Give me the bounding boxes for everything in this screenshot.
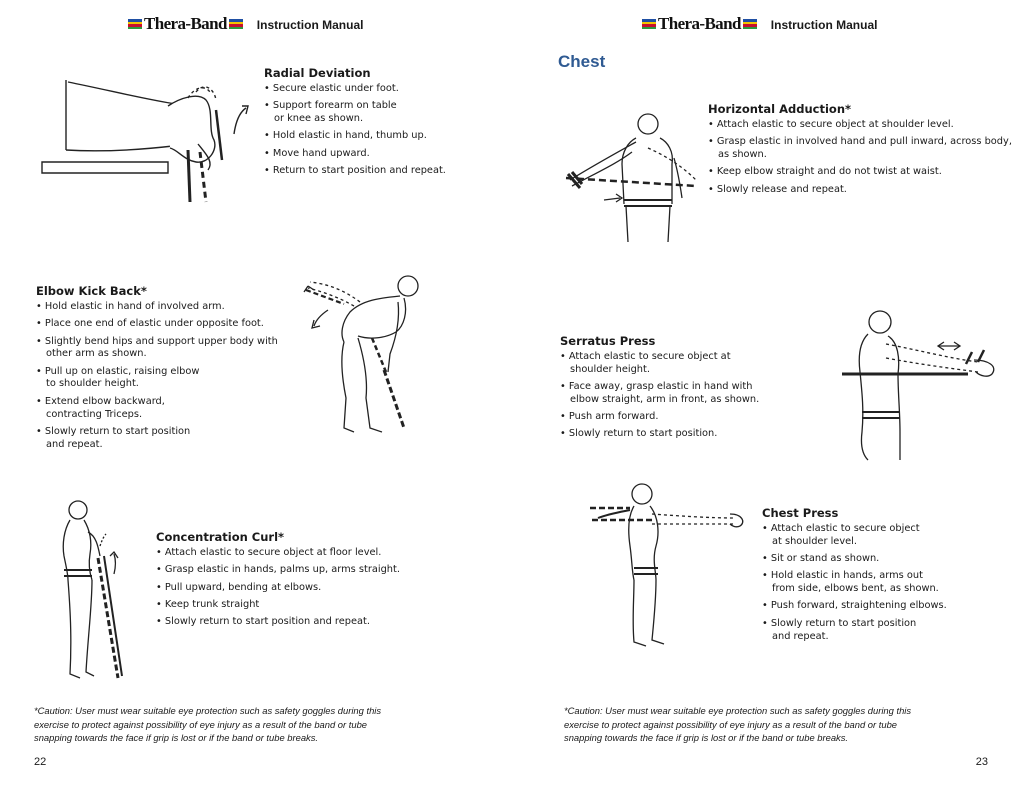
- exercise-title: Horizontal Adduction*: [708, 102, 852, 116]
- exercise-serratus-press: [560, 334, 759, 446]
- exercise-steps: [762, 523, 947, 643]
- exercise-chest-press: [762, 506, 947, 648]
- exercise-horizontal-adduction: [708, 102, 1012, 201]
- concentration-curl-illustration: [58, 496, 148, 686]
- step: • Return to start position and repeat.: [264, 165, 446, 178]
- step: • Extend elbow backward, contracting Triceps.: [36, 396, 278, 422]
- step: • Sit or stand as shown.: [762, 553, 947, 566]
- step: • Hold elastic in hand of involved arm.: [36, 301, 278, 314]
- step: • Face away, grasp elastic in hand with elbow straight, arm in front, as shown.: [560, 381, 759, 407]
- brand-name: Thera-Band: [144, 14, 227, 33]
- brand-logo: [128, 14, 245, 34]
- flag-icon: [229, 19, 243, 29]
- exercise-title: Radial Deviation: [264, 66, 371, 80]
- step: • Secure elastic under foot.: [264, 83, 446, 96]
- step: • Slowly return to start position and repeat.: [762, 618, 947, 644]
- step: • Hold elastic in hands, arms out from side, elbows bent, as shown.: [762, 570, 947, 596]
- exercise-elbow-kick-back: [36, 284, 278, 456]
- step: • Push arm forward.: [560, 411, 759, 424]
- step: • Attach elastic to secure object at shoulder level.: [708, 119, 1012, 132]
- step: • Attach elastic to secure object at shoulder level.: [762, 523, 947, 549]
- step: • Grasp elastic in involved hand and pull inward, across body, as shown.: [708, 136, 1012, 162]
- chest-press-illustration: [590, 480, 750, 650]
- exercise-title: Chest Press: [762, 506, 839, 520]
- header-title: Instruction Manual: [770, 18, 878, 32]
- step: • Keep trunk straight: [156, 599, 400, 612]
- step: • Slowly return to start position.: [560, 428, 759, 441]
- step: • Attach elastic to secure object at floor level.: [156, 547, 400, 560]
- exercise-title: Serratus Press: [560, 334, 656, 348]
- step: • Slowly return to start position and repeat.: [36, 426, 278, 452]
- page-header: [642, 14, 877, 34]
- right-page: [512, 0, 1024, 792]
- brand-name: Thera-Band: [658, 14, 741, 33]
- page-number: 22: [34, 756, 47, 768]
- brand-logo: [642, 14, 759, 34]
- step: • Hold elastic in hand, thumb up.: [264, 130, 446, 143]
- exercise-steps: [264, 83, 446, 178]
- flag-icon: [642, 19, 656, 29]
- step: • Grasp elastic in hands, palms up, arms straight.: [156, 564, 400, 577]
- step: • Support forearm on table or knee as shown.: [264, 100, 446, 126]
- flag-icon: [128, 19, 142, 29]
- exercise-steps: [708, 119, 1012, 196]
- page-header: [128, 14, 363, 34]
- step: • Attach elastic to secure object at shoulder height.: [560, 351, 759, 377]
- exercise-title: Elbow Kick Back*: [36, 284, 147, 298]
- serratus-press-illustration: [838, 302, 998, 462]
- caution-note: *Caution: User must wear suitable eye protection such as safety goggles during this exercise to protect against possibility of eye injury as a result of the band or tube snapping towards the face if grip is lost or if the band or tube breaks.: [34, 705, 382, 743]
- radial-deviation-illustration: [38, 70, 258, 210]
- step: • Pull upward, bending at elbows.: [156, 582, 400, 595]
- caution-note: *Caution: User must wear suitable eye protection such as safety goggles during this exercise to protect against possibility of eye injury as a result of the band or tube snapping towards the face if grip is lost or if the band or tube breaks.: [564, 705, 912, 743]
- exercise-radial-deviation: [264, 66, 446, 182]
- horizontal-adduction-illustration: [556, 108, 706, 248]
- step: • Slightly bend hips and support upper body with other arm as shown.: [36, 336, 278, 362]
- step: • Push forward, straightening elbows.: [762, 600, 947, 613]
- flag-icon: [743, 19, 757, 29]
- step: • Pull up on elastic, raising elbow to shoulder height.: [36, 366, 278, 392]
- elbow-kick-back-illustration: [300, 268, 430, 448]
- exercise-concentration-curl: [156, 530, 400, 633]
- step: • Slowly release and repeat.: [708, 184, 1012, 197]
- exercise-steps: [560, 351, 759, 441]
- step: • Place one end of elastic under opposite foot.: [36, 318, 278, 331]
- page-number: 23: [975, 756, 988, 768]
- header-title: Instruction Manual: [256, 18, 364, 32]
- step: • Move hand upward.: [264, 148, 446, 161]
- exercise-title: Concentration Curl*: [156, 530, 285, 544]
- exercise-steps: [156, 547, 400, 629]
- exercise-steps: [36, 301, 278, 451]
- step: • Slowly return to start position and repeat.: [156, 616, 400, 629]
- step: • Keep elbow straight and do not twist at waist.: [708, 166, 1012, 179]
- section-title: Chest: [558, 52, 606, 71]
